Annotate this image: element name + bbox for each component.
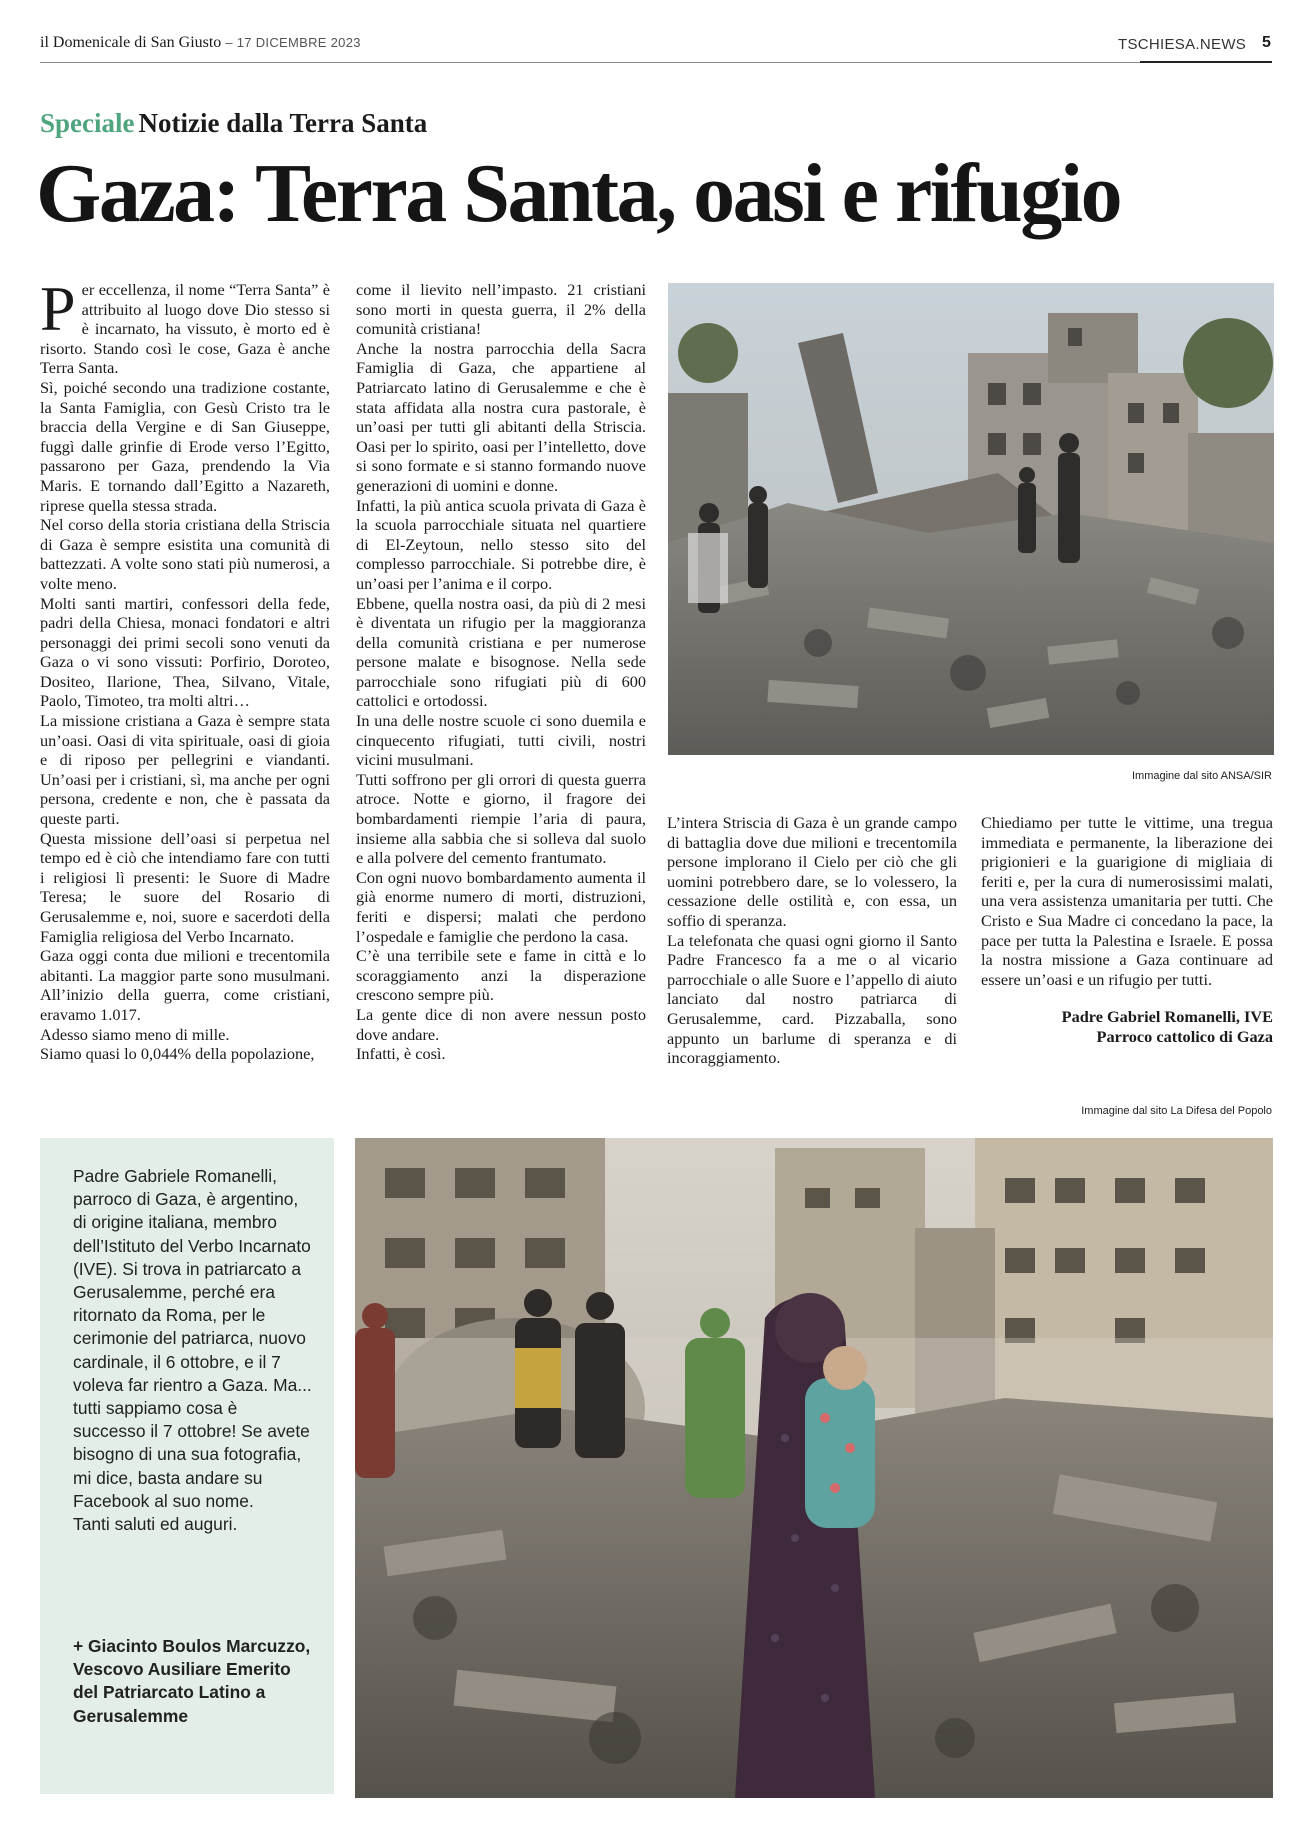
paragraph: Questa missione dell’oasi si perpetua nel tempo ed è ciò che intendiamo fare con tutti i religiosi lì presenti: le Suore di Madre Teresa; le suore del Rosario di Gerusalemme e, noi, suore e sacerdoti della Famiglia religiosa del Verbo Incarnato.: [40, 828, 330, 946]
paragraph: Infatti, la più antica scuola privata di Gaza è la scuola parrocchiale situata nel quartiere di El-Zeytoun, nello stesso sito del complesso parrocchiale. Si potrebbe dire, è un’oasi per l’anima e il corpo.: [356, 495, 646, 593]
kicker-section: Notizie dalla Terra Santa: [138, 108, 428, 138]
photo-caption: Immagine dal sito ANSA/SIR: [1131, 770, 1272, 782]
article-column-3: [667, 813, 957, 1068]
author-name: Padre Gabriel Romanelli, IVE: [1061, 1007, 1273, 1027]
page-title: Gaza: Terra Santa, oasi e rifugio: [36, 147, 1121, 240]
section-kicker: [40, 108, 427, 139]
header-divider: [40, 62, 1140, 63]
photo-caption: Immagine dal sito La Difesa del Popolo: [1081, 1105, 1272, 1117]
paragraph: In una delle nostre scuole ci sono duemila e cinquecento rifugiati, tutti civili, nostri vicini musulmani.: [356, 711, 646, 770]
photo-woman-carrying-child: [355, 1138, 1273, 1798]
paragraph: La missione cristiana a Gaza è sempre stata un’oasi. Oasi di vita spirituale, oasi di gioia e di riposo per pellegrini e viandanti. Un’oasi per i cristiani, sì, ma anche per ogni persona, credente e non, che è passata da queste parti.: [40, 711, 330, 829]
publication-header: [40, 34, 361, 52]
page-number: 5: [1262, 34, 1271, 51]
header-divider-accent: [1140, 61, 1272, 63]
paragraph: Nel corso della storia cristiana della Striscia di Gaza è sempre esistita una comunità di battezzati. A volte sono stati più numerosi, a volte meno.: [40, 515, 330, 593]
paragraph: Siamo quasi lo 0,044% della popolazione,: [40, 1044, 315, 1064]
kicker-label: Speciale: [40, 108, 135, 138]
paragraph: Chiediamo per tutte le vittime, una tregua immediata e permanente, la liberazione dei prigionieri e la guarigione di migliaia di feriti e, per la cura di numerosissimi malati, una vera assistenza umanitaria per tutti. Che Cristo e Sua Madre ci concedano la pace, la pace per tutta la Palestina e Israele. E possa la nostra missione a Gaza continuare ad essere un’oasi e un rifugio per tutti.: [981, 813, 1273, 989]
paragraph: Tutti soffrono per gli orrori di questa guerra atroce. Notte e giorno, il fragore dei bombardamenti riempie l’aria di paura, insieme alla sabbia che si solleva dal suolo e alla polvere del cemento frantumato.: [356, 769, 646, 868]
paragraph: Con ogni nuovo bombardamento aumenta il già enorme numero di morti, distruzioni, feriti e dispersi; malati che perdono l’ospedale e famiglie che perdono la casa.: [356, 867, 646, 946]
paragraph: er eccellenza, il nome “Terra Santa” è attribuito al luogo dove Dio stesso si è incarnato, ha vissuto, è morto ed è risorto. Stando così le cose, Gaza è anche Terra Santa.: [40, 280, 330, 378]
author-signature: [981, 1007, 1273, 1046]
paragraph: Ebbene, quella nostra oasi, da più di 2 mesi è diventata un rifugio per la maggioranza della comunità cristiana e per numerose persone malate e bisognose. Nella sede parrocchiale sono rifugiati più di 600 cattolici e ortodossi.: [356, 593, 646, 711]
issue-date: – 17 DICEMBRE 2023: [225, 35, 361, 50]
paragraph: Gaza oggi conta due milioni e trecentomila abitanti. La maggior parte sono musulmani. All’inizio della guerra, come cristiani, eravamo 1.017.: [40, 946, 330, 1024]
paragraph: C’è una terribile sete e fame in città e lo scoraggiamento anzi la disperazione crescono sempre più.: [356, 946, 646, 1005]
site-name: TSCHIESA.NEWS: [1118, 36, 1247, 53]
paragraph: come il lievito nell’impasto. 21 cristiani sono morti in questa guerra, il 2% della comunità cristiana!: [356, 280, 646, 339]
paragraph: Adesso siamo meno di mille.: [40, 1024, 230, 1044]
paragraph: Sì, poiché secondo una tradizione costante, la Santa Famiglia, con Gesù Cristo tra le braccia della Vergine e di San Giuseppe, fuggì dalle grinfie di Erode verso l’Egitto, passarono per Gaza, prendendo la Via Maris. E tornando dall’Egitto a Nazareth, riprese quella stessa strada.: [40, 377, 330, 515]
paragraph: La gente dice di non avere nessun posto dove andare.: [356, 1004, 646, 1044]
article-column-2: [356, 280, 646, 1064]
publication-name: il Domenicale di San Giusto: [40, 34, 222, 51]
author-role: Parroco cattolico di Gaza: [1096, 1026, 1273, 1046]
drop-cap: P: [40, 273, 76, 344]
article-column-4: [981, 813, 1273, 1047]
paragraph: Infatti, è così.: [356, 1044, 446, 1064]
article-column-1: [40, 273, 330, 1064]
paragraph: Molti santi martiri, confessori della fede, padri della Chiesa, monaci fondatori e altri personaggi dei primi secoli sono venuti da Gaza o vi sono vissuti: Porfirio, Doroteo, Dositeo, Ilarione, Thea, Silvano, Vitale, Paolo, Timoteo, tra molti altri…: [40, 593, 330, 711]
paragraph: La telefonata che quasi ogni giorno il Santo Padre Francesco fa a me o al vicario parrocchiale o alle Suore e l’appello di aiuto lanciato dal nostro patriarca di Gerusalemme, card. Pizzaballa, sono appunto un barlume di speranza e di incoraggiamento.: [667, 930, 957, 1068]
sidebar-paragraph: Padre Gabriele Romanelli, parroco di Gaza, è argentino, di origine italiana, membro dell’Istituto del Verbo Incarnato (IVE). Si trova in patriarcato a Gerusalemme, perché era ritornato da Roma, per le cerimonie del patriarca, nuovo cardinale, il 6 ottobre, e il 7 voleva far rientro a Gaza. Ma... tutti sappiamo cosa è successo il 7 ottobre! Se avete bisogno di una sua fotografia, mi dice, basta andare su Facebook al suo nome.: [73, 1166, 312, 1511]
paragraph: L’intera Striscia di Gaza è un grande campo di battaglia dove due milioni e trecentomila persone implorano il Cielo per ciò che gli uomini potrebbero dare, se lo volessero, la cessazione delle ostilità e, con essa, un soffio di speranza.: [667, 813, 957, 930]
photo-gaza-rubble: [668, 283, 1274, 755]
sidebar-signature: + Giacinto Boulos Marcuzzo, Vescovo Ausiliare Emerito del Patriarcato Latino a Gerusalemme: [73, 1636, 311, 1726]
sidebar-paragraph: Tanti saluti ed auguri.: [73, 1514, 238, 1535]
sidebar-text: [73, 1165, 313, 1536]
paragraph: Anche la nostra parrocchia della Sacra Famiglia di Gaza, che appartiene al Patriarcato latino di Gerusalemme e che è stata affidata alla nostra cura pastorale, è un’oasi per tutti gli abitanti della Striscia. Oasi per lo spirito, oasi per l’intelletto, dove si sono formate e si stanno formando nuove generazioni di uomini e donne.: [356, 338, 646, 495]
